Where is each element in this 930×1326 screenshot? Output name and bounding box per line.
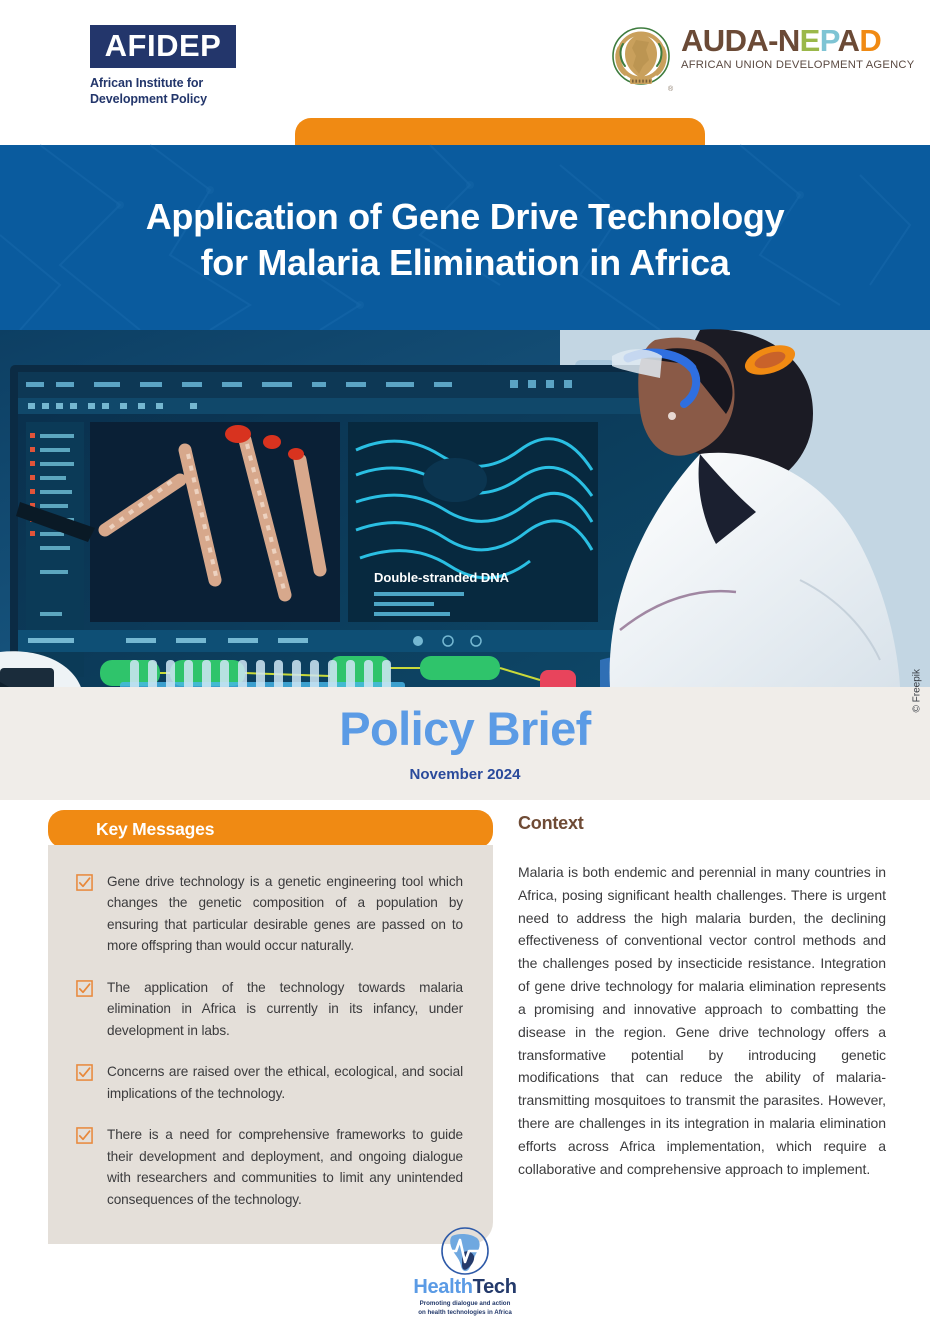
afidep-subtitle: [90, 75, 236, 107]
context-panel: [518, 813, 886, 1180]
afidep-subtitle-line2: Development Policy: [90, 92, 207, 106]
policy-brief-title: Policy Brief: [339, 702, 591, 755]
key-message-text: There is a need for comprehensive frameworks to guide their development and deployment, and ongoing dialogue with researchers and communities to limit any unintended consequences of the technology.: [107, 1127, 463, 1207]
photo-credit: © Freepik: [911, 669, 922, 713]
policy-brief-date: November 2024: [409, 766, 521, 783]
key-message-text: The application of the technology towards malaria elimination in Africa is currently in its infancy, under development in labs.: [107, 979, 463, 1038]
title-banner: [0, 145, 930, 330]
checkbox-checked-icon: [76, 1127, 93, 1144]
healthtech-logo: [0, 1226, 930, 1318]
healthtech-wordmark: [0, 1277, 930, 1297]
auda-letter-1: N: [777, 23, 800, 58]
auda-letter-5: D: [859, 23, 882, 58]
checkbox-checked-icon: [76, 1064, 93, 1081]
healthtech-tagline: [0, 1300, 930, 1318]
context-paragraph: Malaria is both endemic and perennial in many countries in Africa, posing significant health challenges. There is urgent need to address the high malaria burden, the declining effectiveness of conventional vector control methods and the challenges posed by insecticide resistance. Integration of gene drive technology for malaria elimination represents a promising and innovative approach to combatting the disease in the region. Gene drive technology offers a transformative potential by introducing genetic modifications that can reduce the ability of malaria-transmitting mosquitoes to transmit the parasites. However, there are challenges in its integration in malaria elimination efforts across Africa implementation, which require a collaborative and comprehensive approach to implement.: [518, 864, 886, 1177]
healthtech-tagline-line1: Promoting dialogue and action: [419, 1300, 511, 1308]
context-heading: Context: [518, 813, 584, 833]
afidep-wordmark: AFIDEP: [90, 25, 236, 68]
auda-letter-3: P: [819, 23, 838, 58]
lab-scene-illustration: [0, 330, 930, 687]
key-message-item: [76, 1124, 463, 1210]
afidep-logo: [90, 25, 236, 107]
key-messages-panel: [48, 810, 493, 1244]
key-messages-heading: Key Messages: [96, 818, 215, 839]
key-message-item: [76, 871, 463, 957]
african-union-emblem-icon: [605, 22, 677, 94]
registered-mark: ®: [668, 86, 674, 93]
auda-letter-0: AUDA-: [681, 23, 778, 58]
key-messages-list: [48, 845, 493, 1244]
hero-photo: [0, 330, 930, 713]
page-title-line1: Application of Gene Drive Technology: [145, 196, 785, 237]
healthtech-word-health: Health: [413, 1276, 473, 1299]
key-message-item: [76, 1061, 463, 1104]
screen-dna-label: Double-stranded DNA: [374, 570, 510, 585]
auda-letter-4: A: [837, 23, 860, 58]
auda-nepad-tagline: AFRICAN UNION DEVELOPMENT AGENCY: [681, 58, 915, 71]
key-messages-header: [48, 810, 493, 848]
checkbox-checked-icon: [76, 980, 93, 997]
auda-nepad-name: [681, 25, 914, 57]
healthtech-word-tech: Tech: [472, 1276, 517, 1299]
afidep-subtitle-line1: African Institute for: [90, 76, 204, 90]
africa-heartbeat-icon: [434, 1226, 496, 1276]
key-message-item: [76, 977, 463, 1041]
auda-letter-2: E: [799, 23, 820, 58]
healthtech-tagline-line2: on health technologies in Africa: [418, 1309, 512, 1317]
key-message-text: Gene drive technology is a genetic engineering tool which changes the genetic composition of a population by ensuring that particular desirable genes are passed on to more offspring than would occur naturally.: [107, 874, 463, 954]
auda-nepad-wordmark: [681, 25, 914, 71]
policy-brief-band: [0, 687, 930, 800]
page-title: [0, 145, 930, 286]
page-title-line2: for Malaria Elimination in Africa: [200, 242, 730, 284]
key-message-text: Concerns are raised over the ethical, ecological, and social implications of the technology.: [107, 1064, 463, 1101]
checkbox-checked-icon: [76, 874, 93, 891]
auda-nepad-logo: [605, 20, 915, 100]
